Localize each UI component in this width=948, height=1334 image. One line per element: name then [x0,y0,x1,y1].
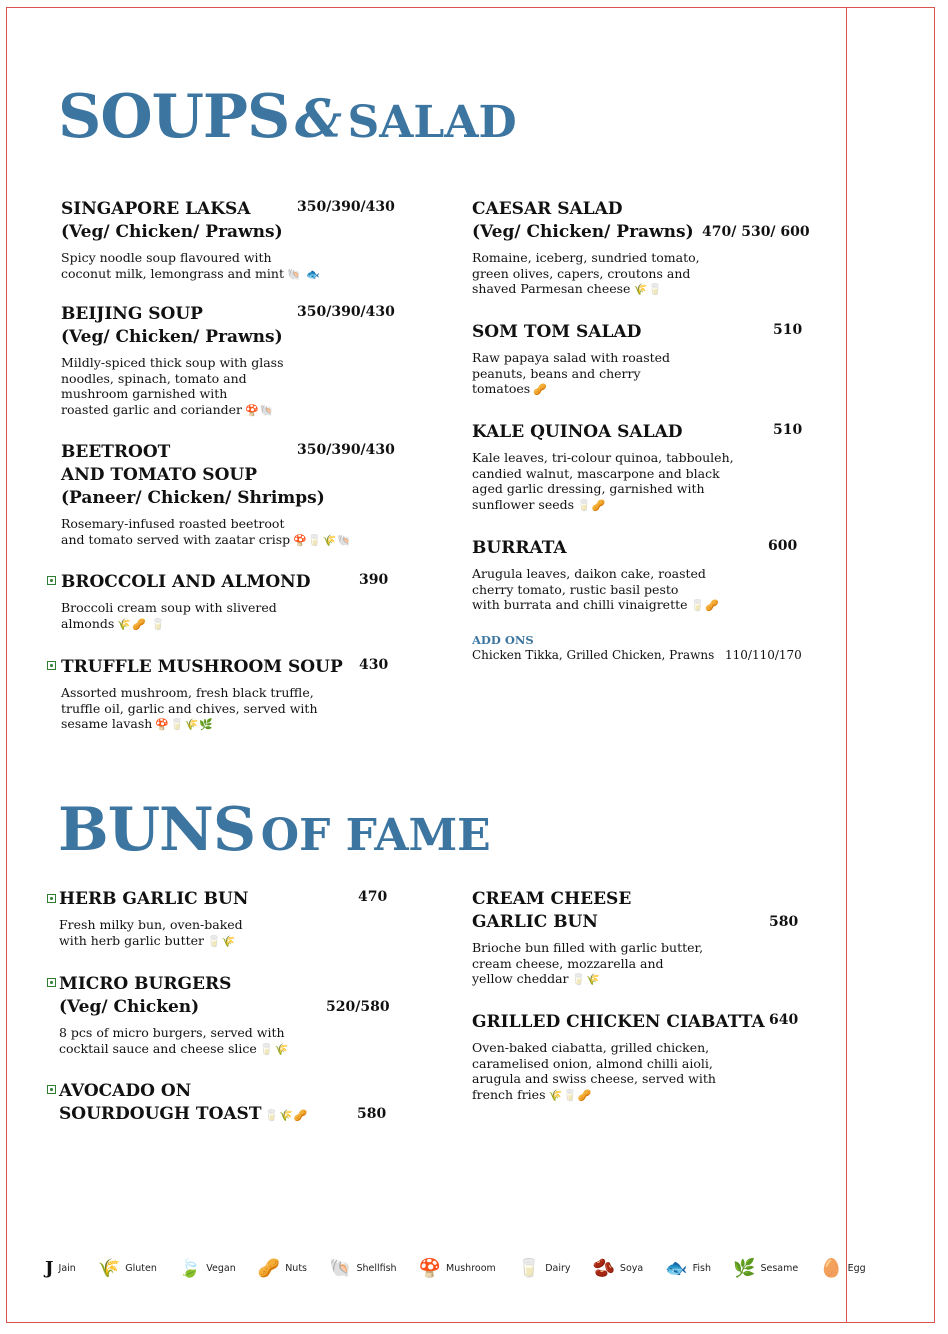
item-description: Arugula leaves, daikon cake, roasted cherry tomato, rustic basil pesto with burrata and chilli vinaigrette 🥛🥜 [472,566,720,612]
item-name: GRILLED CHICKEN CIABATTA [472,1012,765,1032]
addons-list: Chicken Tikka, Grilled Chicken, Prawns [472,648,715,662]
item-description: Kale leaves, tri-colour quinoa, tabbouleh, candied walnut, mascarpone and black aged garlic dressing, garnished with sunflower seeds 🥛🥜 [472,450,734,512]
legend-item-mushroom [419,1258,496,1279]
page-border-divider [846,7,847,1323]
item-name: (Paneer/ Chicken/ Shrimps) [61,488,325,508]
item-price: 350/390/430 [297,442,395,458]
item-price: 430 [359,657,389,673]
allergen-icons: 🥛🌾🥜 [264,1109,309,1122]
item-price: 470/ 530/ 600 [702,224,810,240]
mushroom-icon: 🍄 [418,1258,441,1279]
menu-item-broccoli-almond [61,571,389,632]
legend-item-jain [45,1258,76,1279]
vegan-icon: 🍃 [178,1258,202,1279]
item-name: AND TOMATO SOUP [61,465,257,485]
item-name: AVOCADO ON [59,1081,192,1101]
legend-label: Shellfish [356,1263,397,1274]
allergen-icons: 🥛🥜 [577,498,607,512]
item-price: 510 [773,422,803,438]
item-name: (Veg/ Chicken/ Prawns) [61,222,283,242]
menu-item-cream-cheese-garlic-bun [472,888,799,988]
menu-item-caesar-salad [472,198,810,298]
legend-label: Mushroom [446,1263,496,1274]
item-description: Raw papaya salad with roasted peanuts, beans and cherry tomatoes 🥜 [472,350,671,396]
veg-indicator-icon [47,1085,56,1094]
menu-item-kale-quinoa-salad [472,421,803,513]
item-price: 470 [358,889,388,905]
addons-title: ADD ONS [472,633,534,647]
item-description: Assorted mushroom, fresh black truffle, truffle oil, garlic and chives, served with sesame lavash 🍄🥛🌾🌿 [61,685,318,731]
legend-label: Soya [619,1263,644,1274]
allergen-icons: 🥛🥜 [690,599,720,612]
item-price: 520/580 [326,999,390,1015]
item-price: 510 [773,322,803,338]
item-name: BURRATA [472,538,567,558]
item-price: 640 [769,1012,799,1028]
item-name: HERB GARLIC BUN [59,889,249,909]
item-name: BEETROOT [61,442,171,462]
item-description: 8 pcs of micro burgers, served with cocktail sauce and cheese slice 🥛🌾 [59,1025,290,1056]
allergen-icons: 🌾🥛 [633,283,663,296]
allergen-icons: 🐚 🐟 [286,267,321,281]
allergen-icons: 🌾🥜 🥛 [117,617,166,631]
legend-label: Dairy [545,1263,571,1274]
menu-item-micro-burgers [59,973,390,1057]
menu-item-grilled-chicken-ciabatta [472,1011,799,1103]
veg-indicator-icon [47,978,56,987]
item-description: Fresh milky bun, oven-baked with herb garlic butter 🥛🌾 [59,917,243,948]
item-price: 580 [769,914,799,930]
shellfish-icon: 🐚 [329,1258,352,1279]
buns-of-fame-heading [58,795,491,865]
item-name: CAESAR SALAD [472,199,623,219]
legend-item-soya [593,1258,644,1279]
item-name: BEIJING SOUP [61,304,203,324]
gluten-icon: 🌾 [97,1258,121,1279]
item-name: KALE QUINOA SALAD [472,422,683,442]
legend-label: Sesame [760,1263,799,1274]
menu-item-truffle-mushroom-soup [61,656,389,733]
item-price: 350/390/430 [297,304,395,320]
item-name: SOM TOM SALAD [472,322,642,342]
heading-small: OF FAME [260,810,491,861]
jain-icon: J [45,1258,54,1279]
item-name: CREAM CHEESE [472,889,632,909]
heading-big: BUNS [58,795,256,865]
menu-item-avocado-sourdough-toast [59,1080,385,1127]
legend-label: Gluten [125,1263,157,1274]
fish-icon: 🐟 [665,1258,688,1279]
item-name: (Veg/ Chicken/ Prawns) [472,222,694,242]
item-name: BROCCOLI AND ALMOND [61,572,311,592]
allergen-icons: 🌾🥛🥜 [548,1088,593,1102]
allergen-icons: 🥜 [533,383,548,396]
nuts-icon: 🥜 [257,1258,281,1279]
legend-item-nuts [258,1258,307,1279]
soups-salad-heading [58,82,517,152]
legend-label: Vegan [206,1263,236,1274]
menu-item-som-tom-salad [472,321,803,398]
legend-item-egg [820,1258,866,1279]
item-name: (Veg/ Chicken/ Prawns) [61,327,283,347]
heading-big: SOUPS [58,82,290,152]
item-description: Rosemary-infused roasted beetroot and tomato served with zaatar crisp 🍄🥛🌾🐚 [61,516,352,547]
menu-item-beijing-soup [61,303,395,418]
item-description: Spicy noodle soup flavoured with coconut milk, lemongrass and mint 🐚 🐟 [61,250,321,281]
soya-icon: 🫘 [592,1258,615,1279]
dairy-icon: 🥛 [517,1258,541,1279]
menu-item-herb-garlic-bun [59,888,388,949]
item-name: TRUFFLE MUSHROOM SOUP [61,657,343,677]
addons-price: 110/110/170 [725,648,802,662]
item-description: Oven-baked ciabatta, grilled chicken, caramelised onion, almond chilli aioli, arugula and swiss cheese, served with french fries 🌾🥛🥜 [472,1040,716,1102]
legend-item-dairy [518,1258,571,1279]
veg-indicator-icon [47,894,56,903]
item-name: SINGAPORE LAKSA [61,199,251,219]
allergen-icons: 🥛🌾 [571,973,601,986]
item-price: 390 [359,572,389,588]
veg-indicator-icon [47,576,56,585]
egg-icon: 🥚 [820,1258,843,1279]
allergen-icons: 🥛🌾 [259,1042,290,1056]
allergen-icons: 🍄🥛🌾🐚 [293,533,352,547]
menu-item-burrata [472,537,796,614]
legend-item-fish [665,1258,711,1279]
item-name: MICRO BURGERS [59,974,232,994]
legend-item-vegan [179,1258,236,1279]
item-description: Broccoli cream soup with slivered almonds 🌾🥜 🥛 [61,600,277,631]
legend-label: Nuts [285,1263,308,1274]
legend-item-sesame [733,1258,798,1279]
item-description: Romaine, iceberg, sundried tomato, green olives, capers, croutons and shaved Parmesan cheese 🌾🥛 [472,250,700,296]
legend-item-shellfish [329,1258,397,1279]
legend-label: Fish [692,1263,712,1274]
item-name: (Veg/ Chicken) [59,997,200,1017]
legend-label: Jain [58,1263,76,1274]
item-price: 580 [357,1106,387,1122]
allergen-icons: 🍄🥛🌾🌿 [155,718,215,731]
legend-item-gluten [98,1258,157,1279]
item-name: GARLIC BUN [472,912,598,932]
legend-label: Egg [847,1263,866,1274]
item-description: Mildly-spiced thick soup with glass noodles, spinach, tomato and mushroom garnished with roasted garlic and coriander 🍄🐚 [61,355,284,417]
menu-item-singapore-laksa [61,198,395,282]
item-price: 350/390/430 [297,199,395,215]
menu-item-beetroot-tomato-soup [61,441,395,548]
allergen-legend [45,1258,866,1279]
allergen-icons: 🍄🐚 [245,403,275,417]
item-price: 600 [768,538,798,554]
sesame-icon: 🌿 [733,1258,756,1279]
heading-amp: & [294,89,342,150]
heading-small: SALAD [347,97,517,148]
veg-indicator-icon [47,661,56,670]
item-name: SOURDOUGH TOAST 🥛🌾🥜 [59,1104,309,1124]
item-description: Brioche bun filled with garlic butter, cream cheese, mozzarella and yellow cheddar 🥛🌾 [472,940,704,986]
allergen-icons: 🥛🌾 [207,934,237,948]
